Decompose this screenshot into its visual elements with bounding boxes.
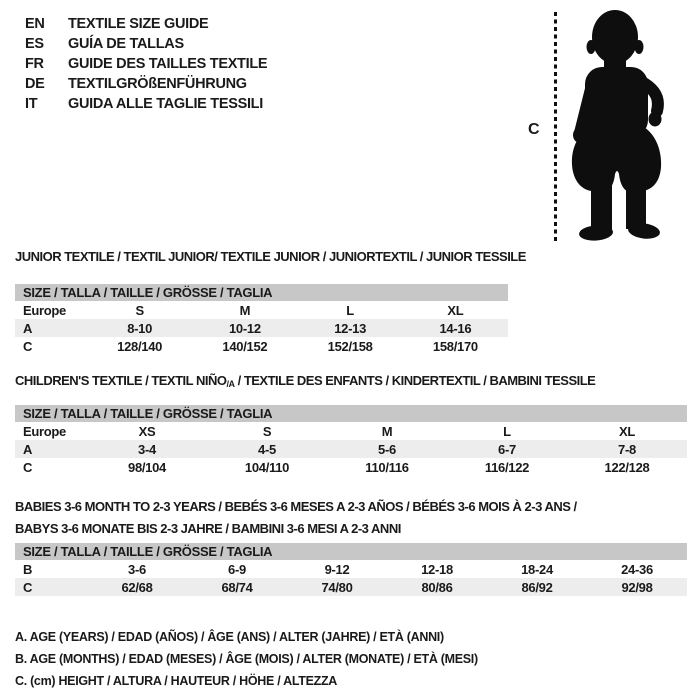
language-title: TEXTILE SIZE GUIDE xyxy=(68,16,209,32)
heading-text: / TEXTILE DES ENFANTS / KINDERTEXTIL / BAMBINI TESSILE xyxy=(234,373,596,388)
table-cell: 98/104 xyxy=(128,459,166,475)
note-height-cm: C. (cm) HEIGHT / ALTURA / HAUTEUR / HÖHE / ALTEZZA xyxy=(15,674,338,688)
table-row xyxy=(15,560,687,578)
table-cell: 5-6 xyxy=(378,441,396,457)
table-row xyxy=(15,422,687,440)
section-heading-children xyxy=(15,373,595,389)
table-cell: XS xyxy=(138,423,156,439)
table-cell: 4-5 xyxy=(258,441,276,457)
row-label: C xyxy=(23,459,33,475)
language-title: GUIDE DES TAILLES TEXTILE xyxy=(68,56,268,72)
table-cell: 24-36 xyxy=(621,561,653,577)
language-code: ES xyxy=(25,36,44,52)
toddler-silhouette-icon xyxy=(560,5,695,245)
table-header-label: SIZE / TALLA / TAILLE / GRÖSSE / TAGLIA xyxy=(15,284,508,301)
table-header-label: SIZE / TALLA / TAILLE / GRÖSSE / TAGLIA xyxy=(15,543,687,560)
language-title: TEXTILGRÖßENFÜHRUNG xyxy=(68,76,247,92)
language-list xyxy=(25,14,267,114)
language-row-de xyxy=(25,74,267,94)
table-cell: 12-18 xyxy=(421,561,453,577)
table-row xyxy=(15,578,687,596)
table-cell: 12-13 xyxy=(334,320,366,336)
table-header-bar xyxy=(15,284,508,301)
table-cell: L xyxy=(503,423,511,439)
table-cell: 104/110 xyxy=(244,459,290,475)
table-row xyxy=(15,337,508,355)
language-code: DE xyxy=(25,76,45,92)
row-label: A xyxy=(23,320,33,336)
table-row xyxy=(15,440,687,458)
language-code: EN xyxy=(25,16,45,32)
table-row xyxy=(15,301,508,319)
table-row xyxy=(15,458,687,476)
language-title: GUÍA DE TALLAS xyxy=(68,36,184,52)
table-cell: 74/80 xyxy=(321,579,353,595)
row-label: C xyxy=(23,338,33,354)
babies-size-table xyxy=(15,543,687,596)
language-row-it xyxy=(25,94,267,114)
table-row xyxy=(15,319,508,337)
row-label: Europe xyxy=(23,302,66,318)
table-cell: M xyxy=(381,423,393,439)
table-cell: 152/158 xyxy=(327,338,373,354)
table-cell: L xyxy=(346,302,354,318)
section-heading-babies xyxy=(15,496,577,540)
table-cell: 122/128 xyxy=(604,459,650,475)
table-cell: 80/86 xyxy=(421,579,453,595)
heading-subscript: /A xyxy=(226,379,235,389)
table-cell: 6-7 xyxy=(498,441,516,457)
language-code: IT xyxy=(25,96,38,112)
row-label: A xyxy=(23,441,33,457)
table-cell: 10-12 xyxy=(229,320,261,336)
table-cell: S xyxy=(262,423,272,439)
table-cell: 68/74 xyxy=(221,579,253,595)
table-cell: XL xyxy=(447,302,464,318)
table-cell: 14-16 xyxy=(439,320,472,336)
table-cell: 86/92 xyxy=(521,579,553,595)
table-cell: 3-4 xyxy=(138,441,156,457)
language-title: GUIDA ALLE TAGLIE TESSILI xyxy=(68,96,263,112)
language-row-fr xyxy=(25,54,267,74)
table-cell: S xyxy=(135,302,144,318)
table-cell: 158/170 xyxy=(432,338,478,354)
height-measure-label: C xyxy=(528,121,540,138)
table-cell: 18-24 xyxy=(521,561,553,577)
language-code: FR xyxy=(25,56,44,72)
table-cell: XL xyxy=(618,423,635,439)
note-age-years: A. AGE (YEARS) / EDAD (AÑOS) / ÂGE (ANS) / ALTER (JAHRE) / ETÀ (ANNI) xyxy=(15,630,444,644)
row-label: C xyxy=(23,579,33,595)
language-row-es xyxy=(25,34,267,54)
row-label: B xyxy=(23,561,33,577)
table-cell: 8-10 xyxy=(127,320,153,336)
table-cell: 116/122 xyxy=(484,459,530,475)
table-cell: 62/68 xyxy=(121,579,153,595)
height-measure-dotted-line xyxy=(554,12,557,244)
table-header-label: SIZE / TALLA / TAILLE / GRÖSSE / TAGLIA xyxy=(15,405,687,422)
junior-size-table xyxy=(15,284,508,355)
note-age-months: B. AGE (MONTHS) / EDAD (MESES) / ÂGE (MOIS) / ALTER (MONATE) / ETÀ (MESI) xyxy=(15,652,478,666)
section-heading-junior: JUNIOR TEXTILE / TEXTIL JUNIOR/ TEXTILE JUNIOR / JUNIORTEXTIL / JUNIOR TESSILE xyxy=(15,249,526,264)
measurement-notes xyxy=(15,626,478,692)
language-row-en xyxy=(25,14,267,34)
table-cell: 6-9 xyxy=(228,561,246,577)
table-cell: 9-12 xyxy=(324,561,350,577)
row-label: Europe xyxy=(23,423,66,439)
table-cell: M xyxy=(239,302,251,318)
table-cell: 92/98 xyxy=(621,579,653,595)
table-cell: 140/152 xyxy=(222,338,268,354)
heading-line: BABIES 3-6 MONTH TO 2-3 YEARS / BEBÉS 3-6 MESES A 2-3 AÑOS / BÉBÉS 3-6 MOIS À 2-3 ANS / xyxy=(15,499,577,514)
table-header-bar xyxy=(15,543,687,560)
heading-line: BABYS 3-6 MONATE BIS 2-3 JAHRE / BAMBINI 3-6 MESI A 2-3 ANNI xyxy=(15,521,401,536)
table-cell: 128/140 xyxy=(117,338,163,354)
table-cell: 7-8 xyxy=(618,441,636,457)
table-cell: 3-6 xyxy=(128,561,146,577)
heading-text: CHILDREN'S TEXTILE / TEXTIL NIÑO xyxy=(15,373,227,388)
table-header-bar xyxy=(15,405,687,422)
children-size-table xyxy=(15,405,687,476)
table-cell: 110/116 xyxy=(365,459,409,475)
